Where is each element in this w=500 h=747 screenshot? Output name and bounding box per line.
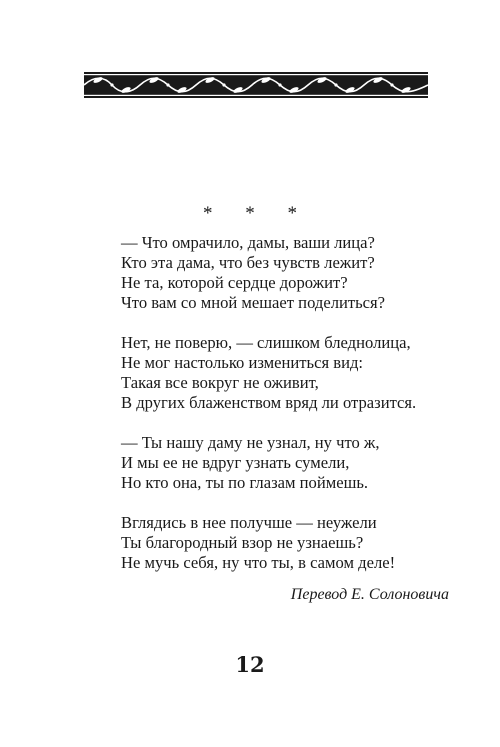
translator-credit: Перевод Е. Солоновича: [290, 586, 449, 603]
poem-line: — Ты нашу даму не узнал, ну что ж,: [121, 433, 380, 452]
poem-line: Не мог настолько измениться вид:: [121, 353, 364, 372]
poem: [121, 233, 461, 593]
section-divider: * * *: [203, 203, 311, 224]
poem-line: Вглядись в нее получше — неужели: [121, 513, 377, 532]
stanza: [121, 513, 461, 573]
poem-line: Но кто она, ты по глазам поймешь.: [121, 473, 369, 492]
poem-line: В других блаженством вряд ли отразится.: [121, 393, 417, 412]
poem-line: — Что омрачило, дамы, ваши лица?: [121, 233, 375, 252]
poem-line: Что вам со мной мешает поделиться?: [121, 293, 386, 312]
poem-line: Ты благородный взор не узнаешь?: [121, 533, 364, 552]
page-number: 12: [235, 652, 265, 677]
ornamental-border-icon: [84, 72, 428, 98]
poem-line: Не мучь себя, ну что ты, в самом деле!: [121, 553, 396, 572]
stanza: [121, 333, 461, 413]
poem-line: Кто эта дама, что без чувств лежит?: [121, 253, 375, 272]
stanza: [121, 233, 461, 313]
poem-line: Не та, которой сердце дорожит?: [121, 273, 348, 292]
poem-line: Такая все вокруг не оживит,: [121, 373, 319, 392]
poem-line: Нет, не поверю, — слишком бледнолица,: [121, 333, 411, 352]
stanza: [121, 433, 461, 493]
poem-line: И мы ее не вдруг узнать сумели,: [121, 453, 350, 472]
